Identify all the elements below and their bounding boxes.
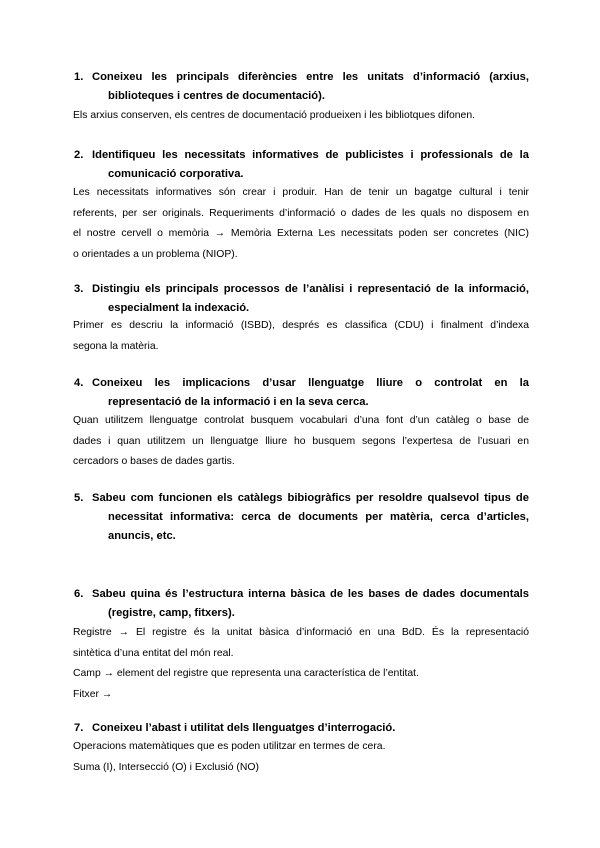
- question-number: 3.: [74, 283, 84, 295]
- answer-line: Les necessitats informatives són crear i produir. Han de tenir un bagatge cultural i tenir: [73, 187, 529, 198]
- answer-line: el nostre cervell o memòria → Memòria Externa Les necessitats poden ser concretes (NIC): [73, 228, 529, 239]
- answer-line: sintètica d’una entitat del món real.: [73, 647, 234, 659]
- question-4: [74, 374, 529, 412]
- question-number: 6.: [74, 588, 84, 600]
- question-text: Sabeu quina és l’estructura interna bàsica de les bases de dades documentals: [92, 588, 529, 600]
- question-number: 1.: [74, 71, 84, 83]
- answer-line: Quan utilitzem llenguatge controlat busquem vocabulari d’una font d’un catàleg o base de: [73, 415, 529, 426]
- question-3: [74, 280, 529, 318]
- question-text: Coneixeu les principals diferències entre les unitats d’informació (arxius,: [92, 71, 529, 83]
- answer-1: [73, 106, 529, 127]
- question-text: anuncis, etc.: [108, 530, 176, 542]
- answer-line: cercadors o bases de dades gartis.: [73, 456, 235, 467]
- question-text: Coneixeu l’abast i utilitat dels llenguatges d’interrogació.: [92, 722, 396, 734]
- answer-line: Fitxer →: [73, 688, 113, 700]
- answer-line: referents, per ser originals. Requeriments d’informació o dades de les quals no disposem en: [73, 207, 529, 219]
- answer-line: segona la matèria.: [73, 340, 159, 352]
- answer-7: [73, 737, 529, 778]
- question-number: 4.: [74, 377, 84, 389]
- answer-line: Els arxius conserven, els centres de documentació produeixen i les bibliotques difonen.: [73, 110, 476, 121]
- question-7: [74, 719, 529, 738]
- question-text: comunicació corporativa.: [108, 168, 244, 180]
- answer-line: Primer es descriu la informació (ISBD), després es classifica (CDU) i finalment d’indexa: [73, 320, 529, 331]
- question-text: Sabeu com funcionen els catàlegs bibiogràfics per resoldre qualsevol tipus de: [92, 492, 529, 504]
- answer-line: Suma (I), Intersecció (O) i Exclusió (NO): [73, 761, 259, 773]
- answer-3: [73, 316, 529, 357]
- answer-line: o orientades a un problema (NIOP).: [73, 248, 238, 260]
- answer-line: Operacions matemàtiques que es poden utilitzar en termes de cera.: [73, 741, 386, 752]
- answer-6: [73, 623, 529, 705]
- question-text: Distingiu els principals processos de l’anàlisi i representació de la informació,: [92, 283, 529, 295]
- question-text: biblioteques i centres de documentació).: [108, 90, 325, 102]
- question-text: Identifiqueu les necessitats informatives de publicistes i professionals de la: [92, 149, 529, 161]
- answer-line: Registre → El registre és la unitat bàsica d’informació en una BdD. És la representació: [73, 627, 529, 638]
- answer-line: dades i quan utilitzem un llenguatge lliure ho busquem segons l’expertesa de l’usuari en: [73, 435, 529, 447]
- question-1: [74, 68, 529, 106]
- question-text: necessitat informativa: cerca de documents per matèria, cerca d’articles,: [108, 511, 529, 523]
- question-number: 2.: [74, 149, 84, 161]
- answer-2: [73, 183, 529, 265]
- question-text: (registre, camp, fitxers).: [108, 607, 235, 619]
- question-5: [74, 489, 529, 546]
- question-text: especialment la indexació.: [108, 302, 250, 314]
- question-number: 5.: [74, 492, 84, 504]
- question-text: representació de la informació i en la seva cerca.: [108, 396, 369, 408]
- question-number: 7.: [74, 722, 84, 734]
- question-text: Coneixeu les implicacions d’usar llenguatge lliure o controlat en la: [92, 377, 529, 389]
- answer-line: Camp → element del registre que representa una característica de l’entitat.: [73, 668, 419, 679]
- question-2: [74, 146, 529, 184]
- answer-4: [73, 411, 529, 473]
- question-6: [74, 585, 529, 623]
